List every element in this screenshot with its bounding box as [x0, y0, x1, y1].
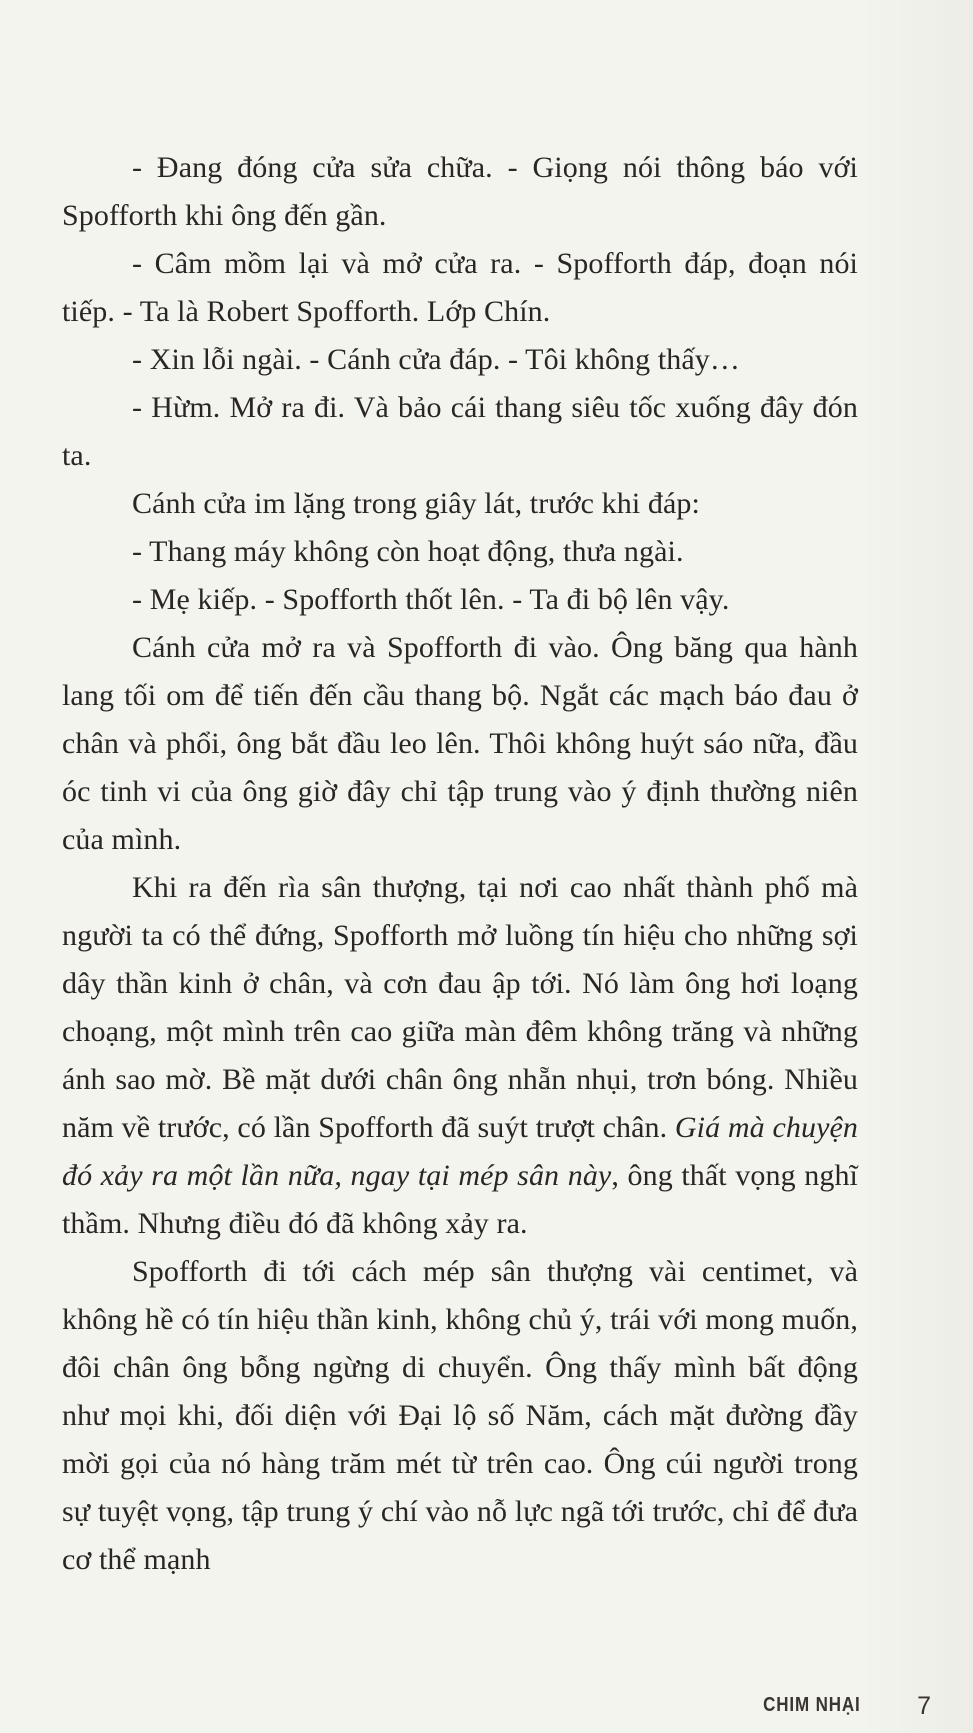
paragraph-9-text-before: Khi ra đến rìa sân thượng, tại nơi cao nhất thành phố mà người ta có thể đứng, Spofforth mở luồng tín hiệu cho những sợi dây thần kinh ở chân, và cơn đau ập tới. Nó làm ông hơi loạng choạng, một mình trên cao giữa màn đêm không trăng và những ánh sao mờ. Bề mặt dưới chân ông nhẵn nhụi, trơn bóng. Nhiều năm về trước, có lần Spofforth đã suýt trượt chân.	[62, 871, 858, 1144]
paragraph-9	[62, 864, 858, 1248]
page-footer	[0, 1692, 973, 1733]
paragraph-9-text-after: , ông thất vọng nghĩ thầm. Nhưng điều đó đã không xảy ra.	[62, 1159, 858, 1240]
page-number: 7	[917, 1692, 931, 1720]
paragraph-10: Spofforth đi tới cách mép sân thượng vài centimet, và không hề có tín hiệu thần kinh, không chủ ý, trái với mong muốn, đôi chân ông bỗng ngừng di chuyển. Ông thấy mình bất động như mọi khi, đối diện với Đại lộ số Năm, cách mặt đường đầy mời gọi của nó hàng trăm mét từ trên cao. Ông cúi người trong sự tuyệt vọng, tập trung ý chí vào nỗ lực ngã tới trước, chỉ để đưa cơ thể mạnh	[62, 1255, 858, 1576]
paragraph-8: Cánh cửa mở ra và Spofforth đi vào. Ông băng qua hành lang tối om để tiến đến cầu thang bộ. Ngắt các mạch báo đau ở chân và phổi, ông bắt đầu leo lên. Thôi không huýt sáo nữa, đầu óc tinh vi của ông giờ đây chỉ tập trung vào ý định thường niên của mình.	[62, 631, 858, 856]
paragraph-4: - Hừm. Mở ra đi. Và bảo cái thang siêu tốc xuống đây đón ta.	[62, 391, 858, 472]
paragraph-7: - Mẹ kiếp. - Spofforth thốt lên. - Ta đi bộ lên vậy.	[132, 583, 730, 616]
paragraph-1: - Đang đóng cửa sửa chữa. - Giọng nói thông báo với Spofforth khi ông đến gần.	[62, 151, 858, 232]
running-title: CHIM NHẠI	[763, 1694, 861, 1716]
paragraph-3: - Xin lỗi ngài. - Cánh cửa đáp. - Tôi không thấy…	[132, 343, 740, 376]
paragraph-6: - Thang máy không còn hoạt động, thưa ngài.	[132, 535, 684, 568]
body-text	[62, 144, 858, 1584]
paragraph-9-italic-thought: Giá mà chuyện đó xảy ra một lần nữa, ngay tại mép sân này	[62, 1111, 858, 1192]
paragraph-2: - Câm mồm lại và mở cửa ra. - Spofforth đáp, đoạn nói tiếp. - Ta là Robert Spofforth. Lớp Chín.	[62, 247, 858, 328]
paragraph-5: Cánh cửa im lặng trong giây lát, trước khi đáp:	[132, 487, 700, 520]
